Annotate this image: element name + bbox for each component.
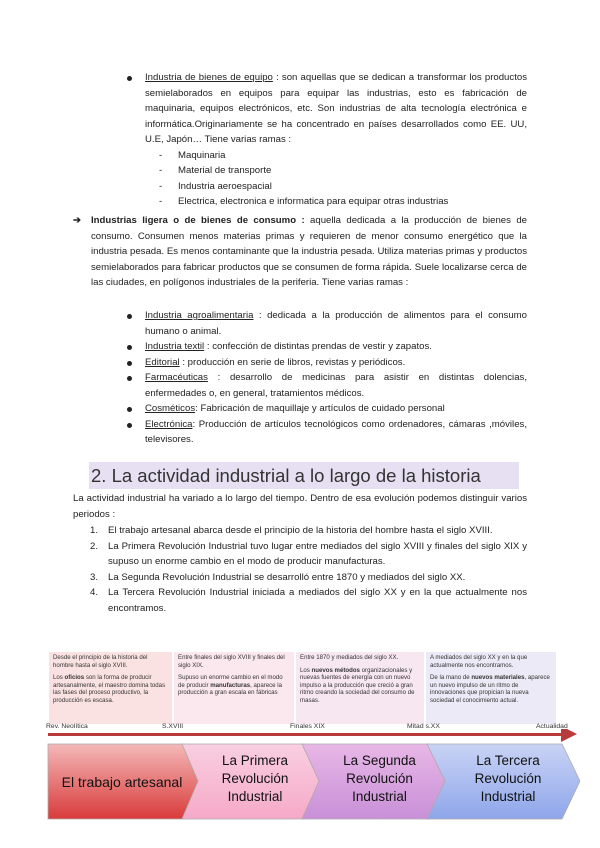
- list-item: - Electrica, electronica e informatica para equipar otras industrias: [159, 196, 449, 207]
- stage-label: El trabajo artesanal: [61, 774, 183, 790]
- list-item: Electrónica: Producción de artículos tecnológicos como ordenadores, cámaras ,móviles, televisores.: [145, 417, 527, 448]
- list-item: Industria textil : confección de distintas prendas de vestir y zapatos.: [145, 339, 527, 355]
- period-description: A mediados del siglo XX y en la que actualmente nos encontramos. De la mano de nuevos materiales, aparece un nuevo impulso de un ritmo de innovaciones que propician la nueva sociedad el conocimiento actual.: [426, 652, 556, 724]
- list-item: Industria agroalimentaria : dedicada a la producción de alimentos para el consumo humano o animal.: [145, 308, 527, 339]
- light-industry-paragraph: [73, 213, 527, 291]
- stage-label: La Segunda Revolución Industrial: [343, 753, 416, 804]
- list-item: - Material de transporte: [159, 165, 272, 176]
- capital-goods-branches: [159, 148, 527, 210]
- capital-goods-item: [145, 70, 527, 210]
- period-description: Desde el principio de la historia del hombre hasta el siglo XVIII. Los oficios son la forma de producir artesanalmente, el maestro domina todas las fases del proceso productivo, la producción es escasa.: [49, 652, 172, 724]
- timeline-label: S.XVIII: [162, 723, 184, 730]
- history-intro: La actividad industrial ha variado a lo largo del tiempo. Dentro de esa evolución podemos distinguir varios periodos :: [73, 493, 527, 520]
- stage-label: La Primera Revolución Industrial: [221, 753, 289, 804]
- period-description: Entre 1870 y mediados del siglo XX. Los nuevos métodos organizacionales y nuevas fuentes de energía con un nuevo impulso a la producción que creció a gran ritmo creando la sociedad del consumo de masas.: [296, 652, 424, 724]
- light-industry-term: Industrias ligera o de bienes de consumo :: [91, 215, 305, 226]
- stage-label: La Tercera Revolución Industrial: [474, 753, 542, 804]
- light-industry-branches: [145, 308, 527, 448]
- list-item: - Industria aeroespacial: [159, 180, 272, 192]
- period-description: Entre finales del siglo XVIII y finales del siglo XIX. Supuso un enorme cambio en el modo de producir manufacturas, aparece la producción a gran escala en fábricas: [174, 652, 294, 724]
- list-item: 2. La Primera Revolución Industrial tuvo lugar entre mediados del siglo XVIII y finales del siglo XIX y supuso un enorme cambio en el modo de producir manufacturas.: [90, 540, 527, 567]
- section-heading: 2. La actividad industrial a lo largo de la historia: [91, 465, 481, 486]
- timeline-label: Actualidad: [536, 723, 568, 730]
- capital-goods-text: : son aquellas que se dedican a transformar los productos semielaborados en equipos para equipar las industrias, esto es fabricación de maquinaria, equipos electrónicos, etc. Son industrias de alta tecnología electrónica e informática.Originariamente se ha concentrado en países desarrollados como EE. UU, U.E, Japón… Tiene varias ramas :: [145, 72, 527, 145]
- list-item: Farmacéuticas : desarrollo de medicinas para asistir en distintas dolencias, enfermedades o, en general, tratamientos médicos.: [145, 370, 527, 401]
- list-item: 3. La Segunda Revolución Industrial se desarrolló entre 1870 y mediados del siglo XX.: [90, 571, 466, 583]
- arrow-right-icon: ➔: [73, 215, 82, 226]
- timeline-label: Mitad s.XX: [407, 723, 440, 730]
- timeline-label: Rev. Neolítica: [46, 723, 88, 730]
- list-item: Editorial : producción en serie de libros, revistas y periódicos.: [145, 355, 527, 371]
- history-periods: [90, 523, 527, 616]
- list-item: - Maquinaria: [159, 149, 226, 161]
- list-item: Cosméticos: Fabricación de maquillaje y artículos de cuidado personal: [145, 401, 527, 417]
- capital-goods-term: Industria de bienes de equipo: [145, 72, 273, 83]
- timeline-label: Finales XIX: [290, 723, 325, 730]
- light-industry-text: aquella dedicada a la producción de bienes de consumo. Consumen menos materias primas y requieren de menor consumo energético que la industria pesada. Es menos contaminante que la industria pesada. Utiliza materias primas y productos semielaborados para fabricar productos que se consumen de forma rápida. Suele localizarse cerca de las ciudades, en polígonos industriales de la periferia. Tiene varias ramas :: [91, 215, 527, 288]
- list-item: 4. La Tercera Revolución Industrial iniciada a mediados del siglo XX y en la que actualmente nos encontramos.: [90, 587, 527, 614]
- list-item: 1. El trabajo artesanal abarca desde el principio de la historia del hombre hasta el siglo XVIII.: [90, 525, 493, 536]
- industrial-revolution-timeline: [40, 647, 580, 825]
- bullet-icon: [127, 76, 132, 81]
